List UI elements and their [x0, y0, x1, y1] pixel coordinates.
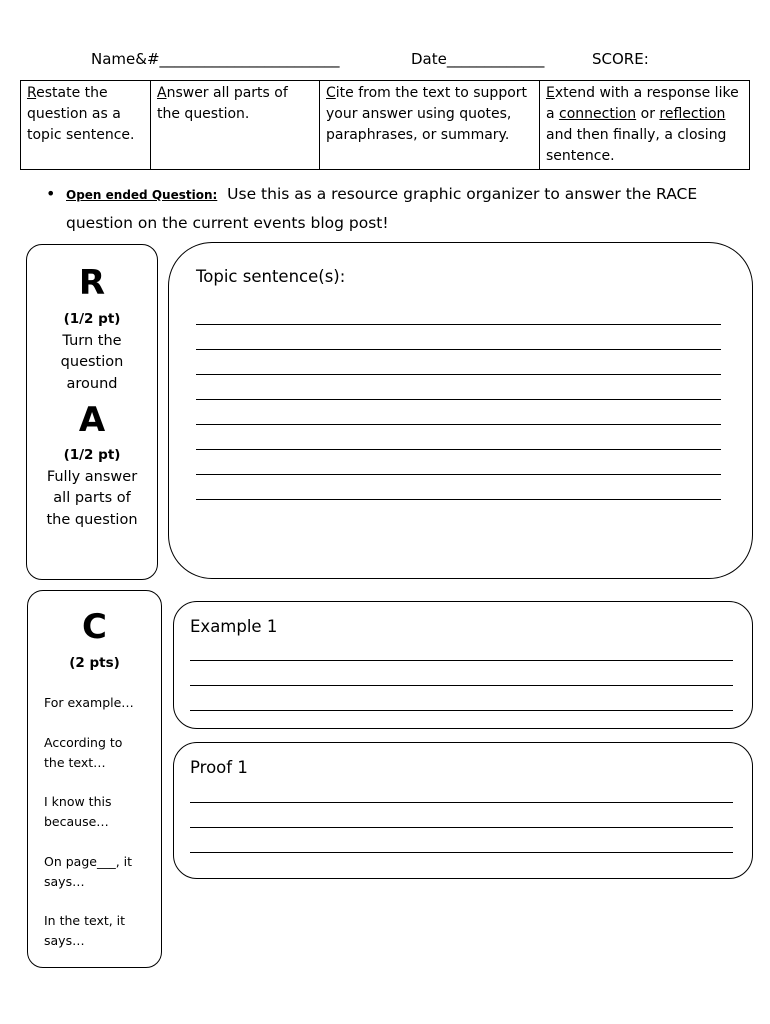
sentence-stem: In the text, it says… [44, 913, 126, 948]
r-letter: R [78, 263, 106, 303]
writing-line[interactable] [190, 660, 733, 661]
race-cell-restate: Restate the question as a topic sentence. [21, 81, 151, 170]
race-cell-cite: Cite from the text to support your answer using quotes, paraphrases, or summary. [320, 81, 540, 170]
proof-box [173, 742, 753, 879]
race-cell-answer: Answer all parts of the question. [151, 81, 320, 170]
sentence-stem: According to the text… [44, 735, 123, 770]
bullet-icon: • [46, 184, 56, 203]
a-letter: A [78, 400, 106, 440]
writing-line[interactable] [190, 852, 733, 853]
writing-line[interactable] [196, 474, 721, 475]
a-desc-line: the question [46, 511, 138, 528]
a-points: (1/2 pt) [63, 447, 121, 463]
sentence-stem: For example… [44, 695, 134, 710]
name-field-label: Name&#________________________ [91, 50, 340, 68]
writing-line[interactable] [190, 827, 733, 828]
c-letter: C [82, 607, 107, 647]
c-points: (2 pts) [69, 655, 120, 671]
writing-line[interactable] [196, 499, 721, 500]
r-points: (1/2 pt) [63, 311, 121, 327]
example-box [173, 601, 753, 729]
topic-sentence-box [168, 242, 753, 579]
example-title: Example 1 [190, 617, 278, 636]
writing-line[interactable] [196, 374, 721, 375]
ra-panel [26, 244, 158, 580]
writing-line[interactable] [196, 324, 721, 325]
date-field-label: Date_____________ [411, 50, 545, 68]
score-label: SCORE: [592, 50, 649, 68]
writing-line[interactable] [196, 399, 721, 400]
a-desc-line: all parts of [53, 490, 131, 506]
writing-line[interactable] [196, 449, 721, 450]
writing-line[interactable] [196, 349, 721, 350]
r-desc-line: around [66, 375, 118, 392]
a-desc-line: Fully answer [46, 468, 138, 485]
c-panel [27, 590, 162, 968]
writing-line[interactable] [190, 685, 733, 686]
proof-title: Proof 1 [190, 758, 248, 777]
race-definitions-table [20, 80, 750, 170]
open-ended-question-label: Open ended Question: [66, 188, 218, 202]
r-desc-line: Turn the [62, 332, 122, 349]
writing-line[interactable] [196, 424, 721, 425]
r-desc-line: question [60, 354, 124, 370]
sentence-stem: I know this because… [44, 794, 112, 829]
open-ended-question-text: Use this as a resource graphic organizer to answer the RACE question on the current events blog post! [66, 185, 698, 232]
topic-sentence-title: Topic sentence(s): [196, 267, 346, 286]
writing-line[interactable] [190, 802, 733, 803]
writing-line[interactable] [190, 710, 733, 711]
race-cell-extend: Extend with a response like a connection or reflection and then finally, a closing sentence. [540, 81, 750, 170]
sentence-stem: On page___, it says… [44, 854, 133, 889]
